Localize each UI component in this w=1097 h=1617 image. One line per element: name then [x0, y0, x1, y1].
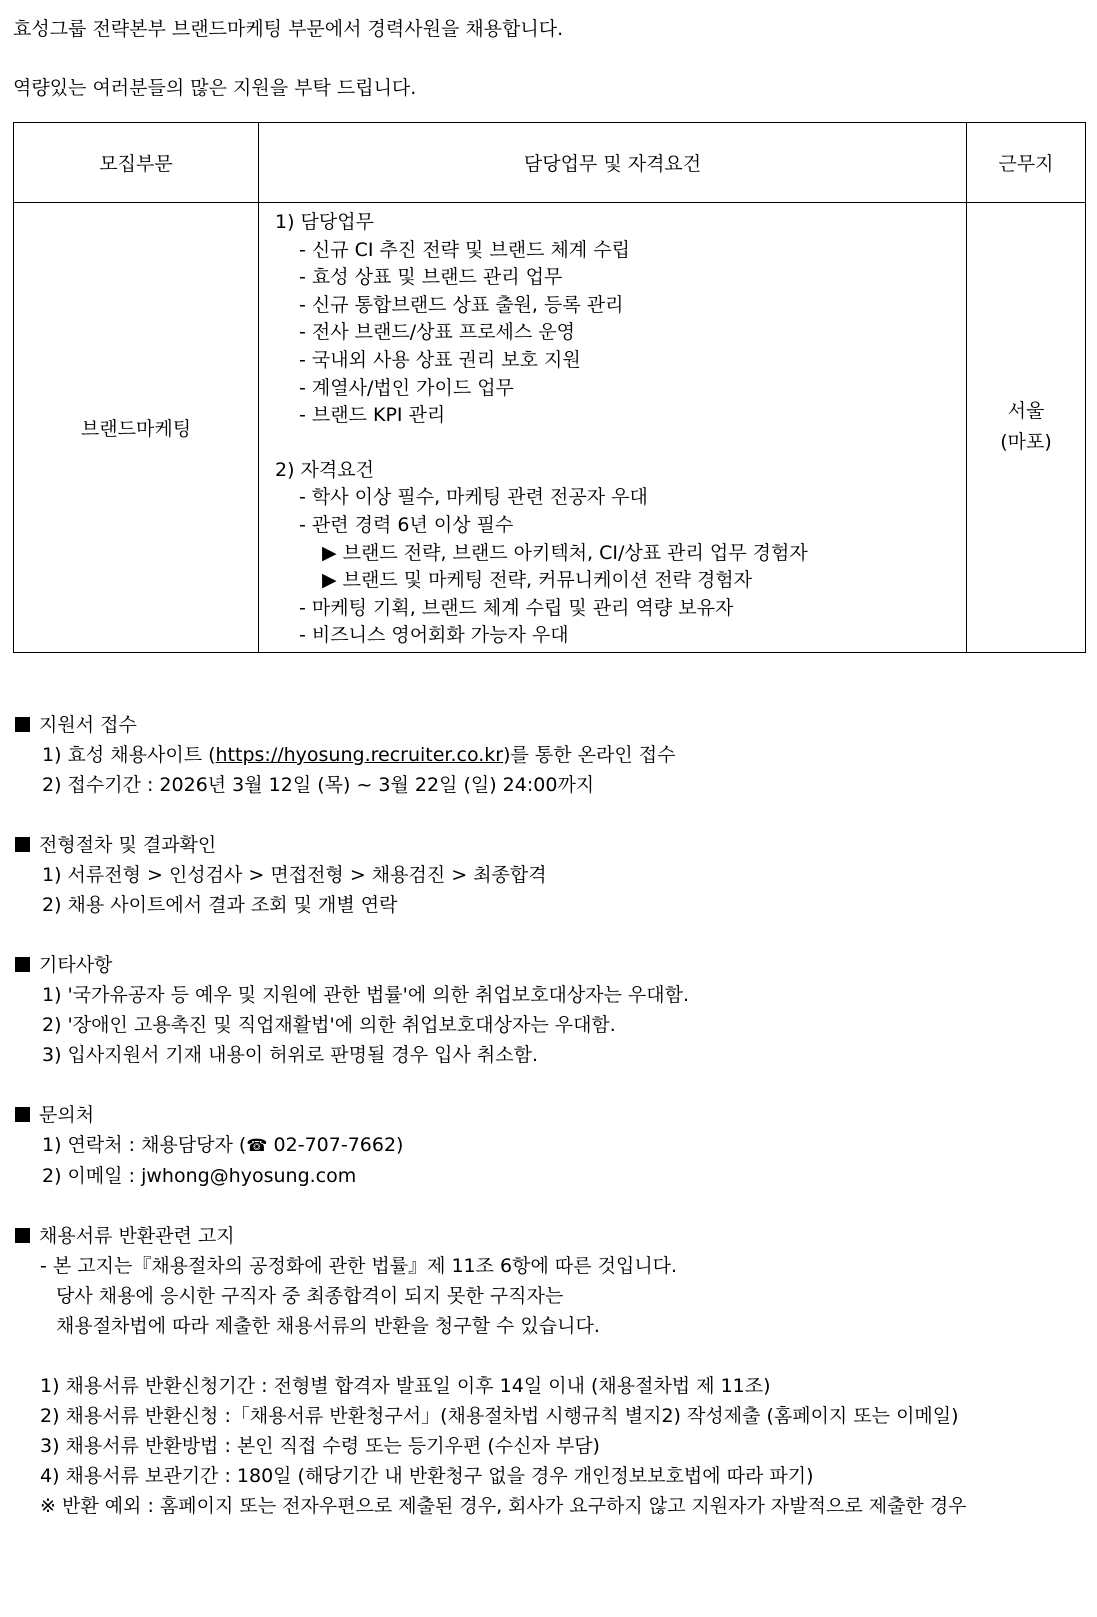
section-contact [13, 1100, 1085, 1191]
section-apply [13, 710, 1085, 800]
location-district: (마포) [1000, 431, 1052, 454]
duties-cell [259, 203, 967, 653]
section-etc [13, 950, 1085, 1070]
intro-line-1: 효성그룹 전략본부 브랜드마케팅 부문에서 경력사원을 채용합니다. [13, 18, 564, 40]
contact-item-2: 2) 이메일 : jwhong@hyosung.com [42, 1165, 357, 1187]
intro-line-2: 역량있는 여러분들의 많은 지원을 부탁 드립니다. [13, 77, 417, 99]
phone-icon: ☎ [246, 1136, 268, 1156]
return-item-3: 3) 채용서류 반환방법 : 본인 직접 수령 또는 등기우편 (수신자 부담) [40, 1435, 600, 1457]
process-item-1: 1) 서류전형 > 인성검사 > 면접전형 > 채용검진 > 최종합격 [42, 864, 547, 886]
section-title: 문의처 [39, 1104, 95, 1126]
duty-item: - 전사 브랜드/상표 프로세스 운영 [299, 321, 576, 344]
duties-title: 1) 담당업무 [275, 211, 374, 233]
recruit-site-link[interactable]: https://hyosung.recruiter.co.kr [215, 744, 504, 766]
header-duties: 담당업무 및 자격요건 [259, 123, 967, 203]
table-row [14, 203, 1086, 653]
intro [13, 14, 1085, 104]
qualification-item: - 마케팅 기획, 브랜드 체계 수립 및 관리 역량 보유자 [299, 596, 734, 619]
notice-line-1: - 본 고지는『채용절차의 공정화에 관한 법률』제 11조 6항에 따른 것입니다. [40, 1255, 678, 1277]
section-title: 지원서 접수 [39, 714, 137, 736]
etc-item-1: 1) '국가유공자 등 예우 및 지원에 관한 법률'에 의한 취업보호대상자는 우대함. [42, 984, 690, 1006]
duty-item: - 효성 상표 및 브랜드 관리 업무 [299, 266, 563, 289]
square-bullet-icon [15, 957, 30, 972]
location-cell [967, 203, 1086, 653]
header-location: 근무지 [967, 123, 1086, 203]
notice-line-3: 채용절차법에 따라 제출한 채용서류의 반환을 청구할 수 있습니다. [56, 1315, 600, 1337]
apply-item-2: 2) 접수기간 : 2026년 3월 12일 (목) ~ 3월 22일 (일) 24:00까지 [42, 774, 595, 796]
spacer [275, 430, 966, 457]
square-bullet-icon [15, 837, 30, 852]
apply-item-1: 1) 효성 채용사이트 (https://hyosung.recruiter.co.kr)를 통한 온라인 접수 [42, 744, 676, 766]
square-bullet-icon [15, 717, 30, 732]
etc-item-2: 2) '장애인 고용촉진 및 직업재활법'에 의한 취업보호대상자는 우대함. [42, 1014, 616, 1036]
square-bullet-icon [15, 1228, 30, 1243]
qualification-item: - 비즈니스 영어회화 가능자 우대 [299, 624, 569, 647]
process-item-2: 2) 채용 사이트에서 결과 조회 및 개별 연락 [42, 894, 398, 916]
square-bullet-icon [15, 1107, 30, 1122]
department-cell: 브랜드마케팅 [14, 203, 259, 653]
location-city: 서울 [1007, 400, 1045, 423]
section-process [13, 830, 1085, 920]
qualification-subitem: ▶ 브랜드 및 마케팅 전략, 커뮤니케이션 전략 경험자 [322, 569, 753, 592]
duty-item: - 신규 통합브랜드 상표 출원, 등록 관리 [299, 293, 624, 316]
header-department: 모집부문 [14, 123, 259, 203]
spacer [13, 1341, 1085, 1371]
duty-item: - 국내외 사용 상표 권리 보호 지원 [299, 348, 581, 371]
section-title: 전형절차 및 결과확인 [39, 834, 217, 856]
return-item-2: 2) 채용서류 반환신청 :「채용서류 반환청구서」(채용절차법 시행규칙 별지2) 작성제출 (홈페이지 또는 이메일) [40, 1405, 959, 1427]
info-sections [13, 710, 1085, 1551]
qualification-item: - 관련 경력 6년 이상 필수 [299, 513, 514, 536]
section-title: 기타사항 [39, 954, 113, 976]
notice-line-2: 당사 채용에 응시한 구직자 중 최종합격이 되지 못한 구직자는 [56, 1285, 564, 1307]
qualifications-title: 2) 자격요건 [275, 458, 374, 481]
qualification-item: - 학사 이상 필수, 마케팅 관련 전공자 우대 [299, 486, 648, 509]
qualification-subitem: ▶ 브랜드 전략, 브랜드 아키텍처, CI/상표 관리 업무 경험자 [322, 541, 808, 564]
return-item-4: 4) 채용서류 보관기간 : 180일 (해당기간 내 반환청구 없을 경우 개인정보보호법에 따라 파기) [40, 1465, 814, 1487]
return-item-1: 1) 채용서류 반환신청기간 : 전형별 합격자 발표일 이후 14일 이내 (채용절차법 제 11조) [40, 1375, 771, 1397]
section-title: 채용서류 반환관련 고지 [39, 1225, 235, 1247]
duty-item: - 신규 CI 추진 전략 및 브랜드 체계 수립 [299, 238, 630, 261]
duty-item: - 계열사/법인 가이드 업무 [299, 376, 514, 399]
section-return-notice [13, 1221, 1085, 1521]
etc-item-3: 3) 입사지원서 기재 내용이 허위로 판명될 경우 입사 취소함. [42, 1044, 539, 1066]
recruit-table [13, 122, 1086, 653]
duty-item: - 브랜드 KPI 관리 [299, 404, 446, 427]
table-header-row [14, 123, 1086, 203]
contact-item-1: 1) 연락처 : 채용담당자 (☎ 02-707-7662) [42, 1134, 404, 1156]
return-exception: ※ 반환 예외 : 홈페이지 또는 전자우편으로 제출된 경우, 회사가 요구하지 않고 지원자가 자발적으로 제출한 경우 [40, 1495, 967, 1517]
